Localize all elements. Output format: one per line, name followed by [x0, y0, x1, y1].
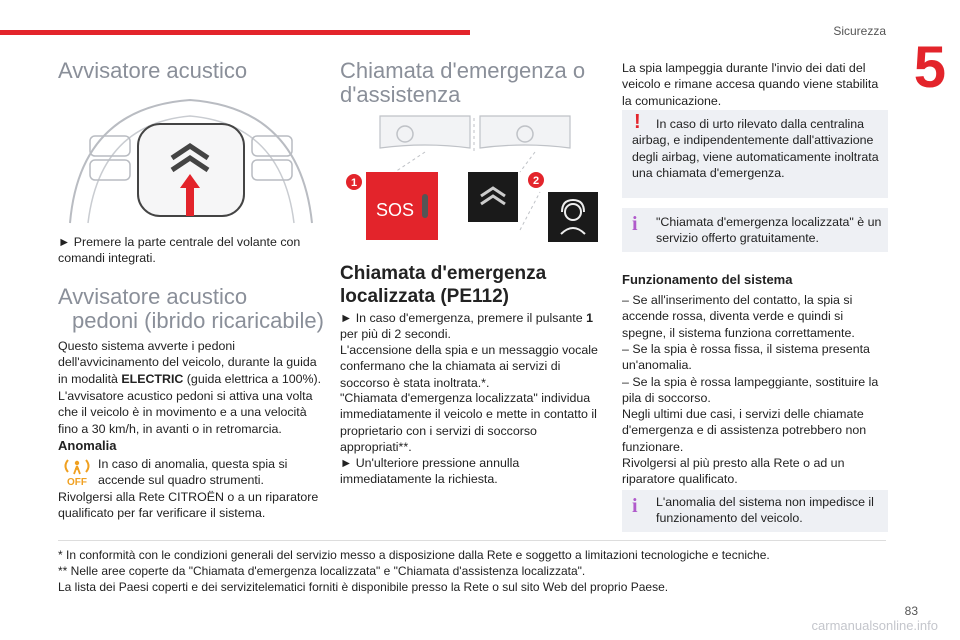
section-title: Sicurezza — [833, 24, 886, 38]
watermark: carmanualsonline.info — [811, 618, 938, 633]
top-accent-bar — [0, 30, 470, 35]
horn-title: Avvisatore acustico — [58, 58, 248, 83]
pedestrian-horn-title-line1: Avvisatore acustico — [58, 284, 248, 309]
footnote-2: ** Nelle aree coperte da "Chiamata d'emergenza localizzata" e "Chiamata d'assistenza localizzata". — [58, 563, 586, 578]
footnote-1: * In conformità con le condizioni generali del servizio messo a disposizione dalla Rete e soggetto a limitazioni tecnologiche e tecniche. — [58, 548, 770, 562]
info-icon: i — [632, 495, 638, 517]
emergency-title-line1: Chiamata d'emergenza o — [340, 58, 586, 83]
system-operation-title: Funzionamento del sistema — [622, 272, 793, 287]
pedestrian-horn-paragraph1: Questo sistema avverte i pedoni dell'avvicinamento del veicolo, durante la guida in modalità ELECTRIC (guida elettrica a 100%). — [58, 339, 322, 386]
located-emergency-title-line2: localizzata (PE112) — [340, 286, 509, 307]
svg-text:1: 1 — [350, 177, 358, 189]
footnotes — [58, 548, 908, 595]
operation-item3: – Se la spia è rossa lampeggiante, sostituire la pila di soccorso. — [622, 375, 879, 406]
horn-steering-wheel-illustration — [60, 88, 322, 226]
free-service-info-box — [622, 208, 888, 252]
footnote-3: La lista dei Paesi coperti e dei servizitelematici forniti è disponibile presso la Rete o sul sito Web del proprio Paese. — [58, 579, 669, 594]
warning-exclamation-icon: ! — [634, 111, 641, 133]
page-number: 83 — [904, 604, 918, 618]
pedestrian-horn-off-warning-icon — [60, 456, 94, 488]
info-icon: i — [632, 213, 638, 235]
anomaly-info-text: L'anomalia del sistema non impedisce il funzionamento del veicolo. — [656, 495, 874, 526]
footer-divider — [58, 540, 886, 541]
svg-text:2: 2 — [532, 175, 540, 187]
horn-instruction: ► Premere la parte centrale del volante con comandi integrati. — [58, 235, 301, 266]
anomaly-text-a: In caso di anomalia, questa spia si accende sul quadro strumenti. — [98, 457, 288, 488]
operation-item2: – Se la spia è rossa fissa, il sistema presenta un'anomalia. — [622, 342, 870, 373]
emergency-title-line2: d'assistenza — [340, 82, 461, 107]
operation-note1: Negli ultimi due casi, i servizi delle chiamate d'emergenza e di assistenza potrebbero non funzionare. — [622, 407, 867, 454]
sos-button-illustration — [340, 112, 602, 252]
emergency-paragraph4: ► Un'ulteriore pressione annulla immediatamente la richiesta. — [340, 456, 520, 487]
svg-text:SOS: SOS — [375, 200, 415, 220]
svg-text:OFF: OFF — [67, 477, 87, 488]
airbag-warning-text: In caso di urto rilevato dalla centralina airbag, e indipendentemente dall'attivazione degli airbag, viene automaticamente inoltrata una chiamata d'emergenza. — [632, 117, 879, 181]
anomaly-text-b: Rivolgersi alla Rete CITROËN o a un riparatore qualificato per far verificare il sistema. — [58, 490, 319, 521]
free-service-info-text: "Chiamata d'emergenza localizzata" è un servizio offerto gratuitamente. — [656, 215, 882, 246]
emergency-paragraph3: "Chiamata d'emergenza localizzata" individua immediatamente il veicolo e mette in contatto il proprietario con i servizi di soccorso appropriati**. — [340, 391, 597, 455]
anomaly-info-box — [622, 490, 888, 532]
airbag-warning-box — [622, 110, 888, 198]
chapter-number: 5 — [913, 35, 946, 100]
pedestrian-horn-title-line2: pedoni (ibrido ricaricabile) — [72, 308, 324, 333]
located-emergency-title-line1: Chiamata d'emergenza — [340, 263, 547, 284]
emergency-paragraph2: L'accensione della spia e un messaggio vocale confermano che la chiamata ai servizi di soccorso è stata inoltrata.*. — [340, 343, 598, 390]
lamp-flash-text: La spia lampeggia durante l'invio dei dati del veicolo e rimane accesa quando viene stabilita la comunicazione. — [622, 61, 879, 108]
anomaly-title: Anomalia — [58, 438, 117, 453]
operation-note2: Rivolgersi al più presto alla Rete o ad un riparatore qualificato. — [622, 456, 845, 487]
operation-item1: – Se all'inserimento del contatto, la spia si accende rossa, diventa verde e quindi si spegne, il sistema funziona correttamente. — [622, 293, 855, 340]
emergency-paragraph1: ► In caso d'emergenza, premere il pulsante 1 per più di 2 secondi. — [340, 311, 593, 342]
pedestrian-horn-paragraph2: L'avvisatore acustico pedoni si attiva una volta che il veicolo è in movimento e a una velocità fino a 30 km/h, in avanti o in retromarcia. — [58, 389, 313, 436]
